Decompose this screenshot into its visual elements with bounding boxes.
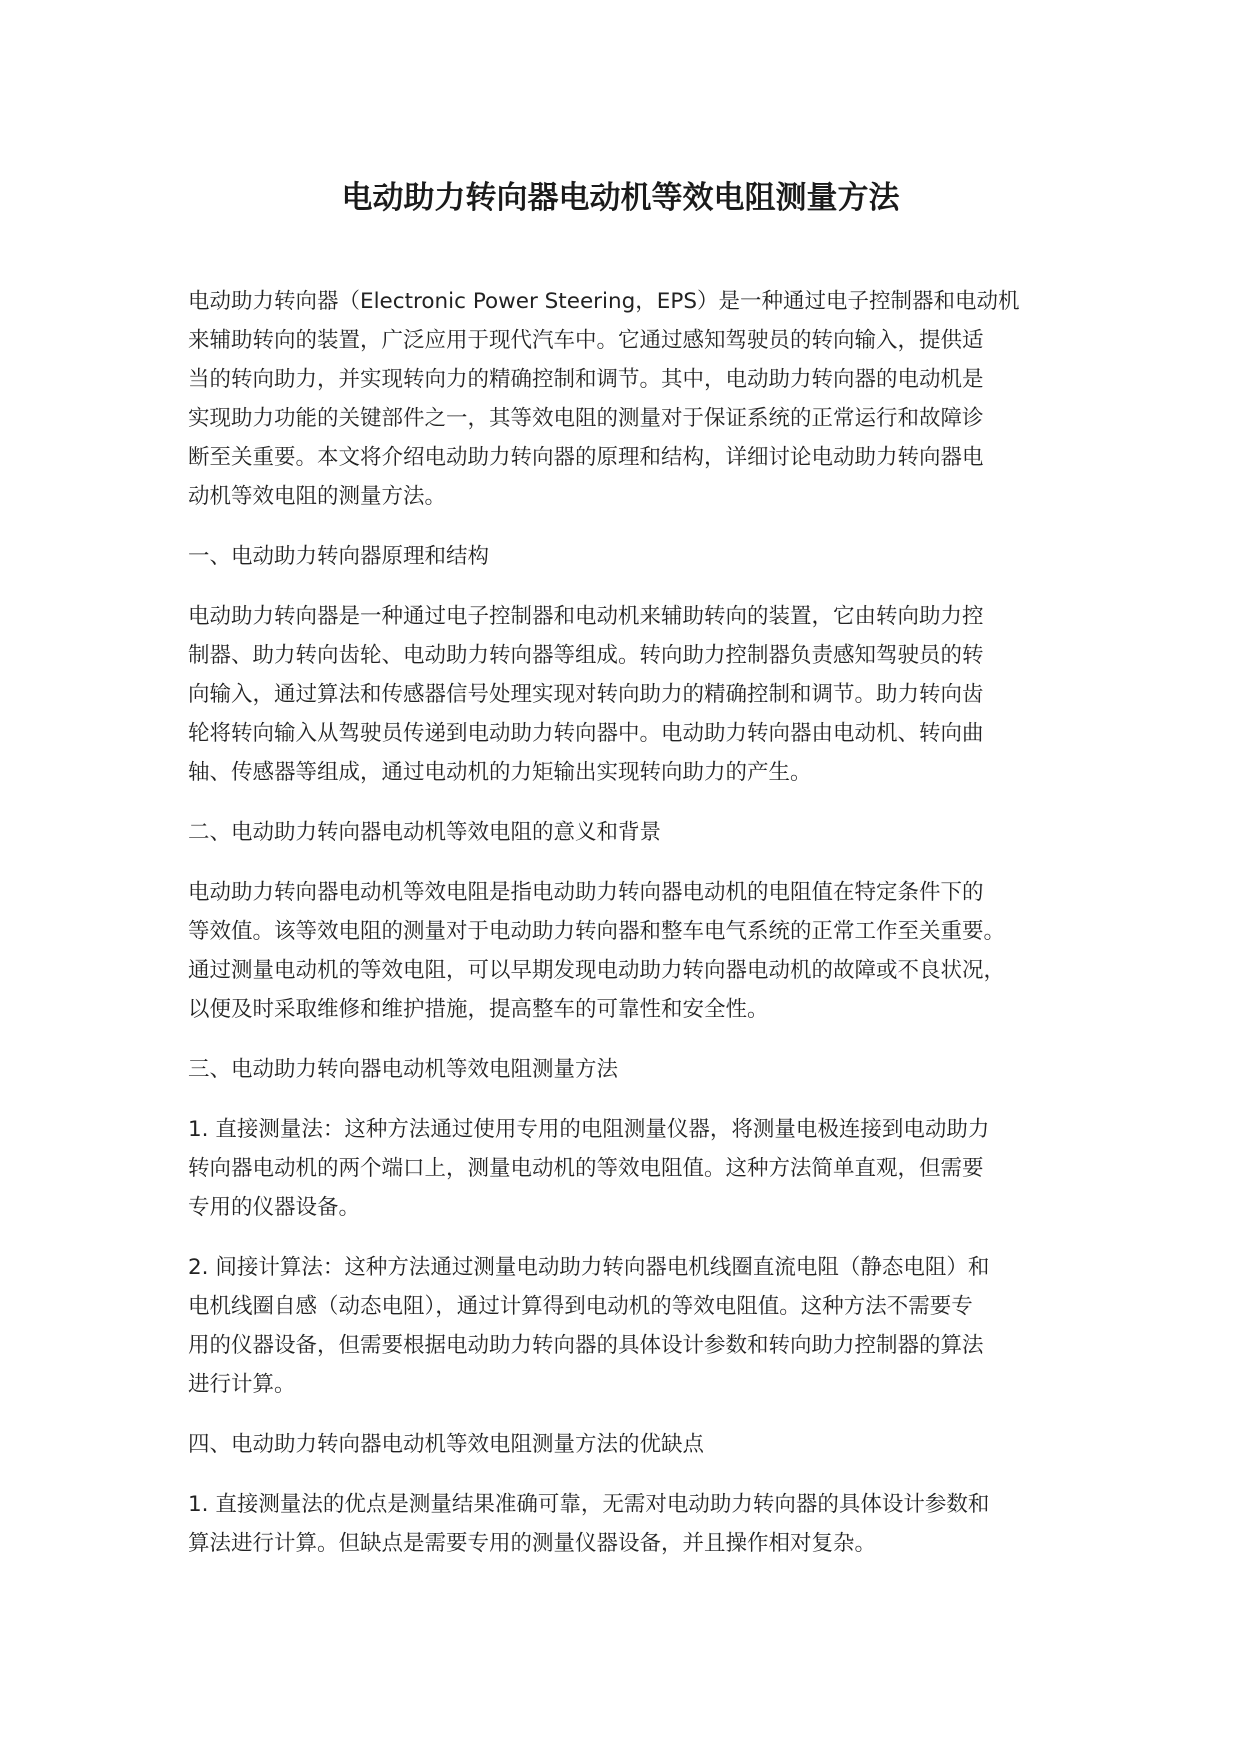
paragraph: [188, 282, 1078, 516]
text-line: 轴、传感器等组成，通过电动机的力矩输出实现转向助力的产生。: [188, 760, 812, 785]
paragraph: [188, 597, 1078, 792]
section-heading: [188, 813, 1078, 852]
section-heading: [188, 1050, 1078, 1089]
text-line: 2. 间接计算法：这种方法通过测量电动助力转向器电机线圈直流电阻（静态电阻）和: [188, 1255, 990, 1280]
text-line: 实现助力功能的关键部件之一，其等效电阻的测量对于保证系统的正常运行和故障诊: [188, 406, 984, 431]
paragraph: [188, 1110, 1078, 1227]
text-line: 1. 直接测量法的优点是测量结果准确可靠，无需对电动助力转向器的具体设计参数和: [188, 1492, 990, 1517]
text-line: 电动助力转向器（Electronic Power Steering，EPS）是一种通过电子控制器和电动机: [188, 289, 1020, 314]
text-line: 通过测量电动机的等效电阻，可以早期发现电动助力转向器电动机的故障或不良状况，: [188, 958, 1006, 983]
text-line: 四、电动助力转向器电动机等效电阻测量方法的优缺点: [188, 1432, 705, 1457]
text-line: 二、电动助力转向器电动机等效电阻的意义和背景: [188, 820, 662, 845]
paragraph: [188, 1248, 1078, 1404]
text-line: 以便及时采取维修和维护措施，提高整车的可靠性和安全性。: [188, 997, 769, 1022]
text-line: 轮将转向输入从驾驶员传递到电动助力转向器中。电动助力转向器由电动机、转向曲: [188, 721, 984, 746]
section-heading: [188, 1425, 1078, 1464]
paragraph: [188, 1485, 1078, 1563]
text-line: 专用的仪器设备。: [188, 1195, 361, 1220]
text-line: 算法进行计算。但缺点是需要专用的测量仪器设备，并且操作相对复杂。: [188, 1531, 877, 1556]
text-line: 进行计算。: [188, 1372, 296, 1397]
section-heading: [188, 537, 1078, 576]
text-line: 当的转向助力，并实现转向力的精确控制和调节。其中，电动助力转向器的电动机是: [188, 367, 984, 392]
text-line: 电动助力转向器电动机等效电阻是指电动助力转向器电动机的电阻值在特定条件下的: [188, 880, 984, 905]
text-line: 转向器电动机的两个端口上，测量电动机的等效电阻值。这种方法简单直观，但需要: [188, 1156, 984, 1181]
text-line: 三、电动助力转向器电动机等效电阻测量方法: [188, 1057, 619, 1082]
document-body: [188, 282, 1078, 1584]
text-line: 电动助力转向器是一种通过电子控制器和电动机来辅助转向的装置，它由转向助力控: [188, 604, 984, 629]
text-line: 一、电动助力转向器原理和结构: [188, 544, 490, 569]
text-line: 1. 直接测量法：这种方法通过使用专用的电阻测量仪器，将测量电极连接到电动助力: [188, 1117, 990, 1142]
text-line: 动机等效电阻的测量方法。: [188, 484, 447, 509]
text-line: 向输入，通过算法和传感器信号处理实现对转向助力的精确控制和调节。助力转向齿: [188, 682, 984, 707]
text-line: 等效值。该等效电阻的测量对于电动助力转向器和整车电气系统的正常工作至关重要。: [188, 919, 1006, 944]
text-line: 电机线圈自感（动态电阻），通过计算得到电动机的等效电阻值。这种方法不需要专: [188, 1294, 973, 1319]
document-title: 电动助力转向器电动机等效电阻测量方法: [341, 180, 900, 216]
text-line: 断至关重要。本文将介绍电动助力转向器的原理和结构，详细讨论电动助力转向器电: [188, 445, 984, 470]
text-line: 制器、助力转向齿轮、电动助力转向器等组成。转向助力控制器负责感知驾驶员的转: [188, 643, 984, 668]
text-line: 来辅助转向的装置，广泛应用于现代汽车中。它通过感知驾驶员的转向输入，提供适: [188, 328, 984, 353]
text-line: 用的仪器设备，但需要根据电动助力转向器的具体设计参数和转向助力控制器的算法: [188, 1333, 984, 1358]
paragraph: [188, 873, 1078, 1029]
